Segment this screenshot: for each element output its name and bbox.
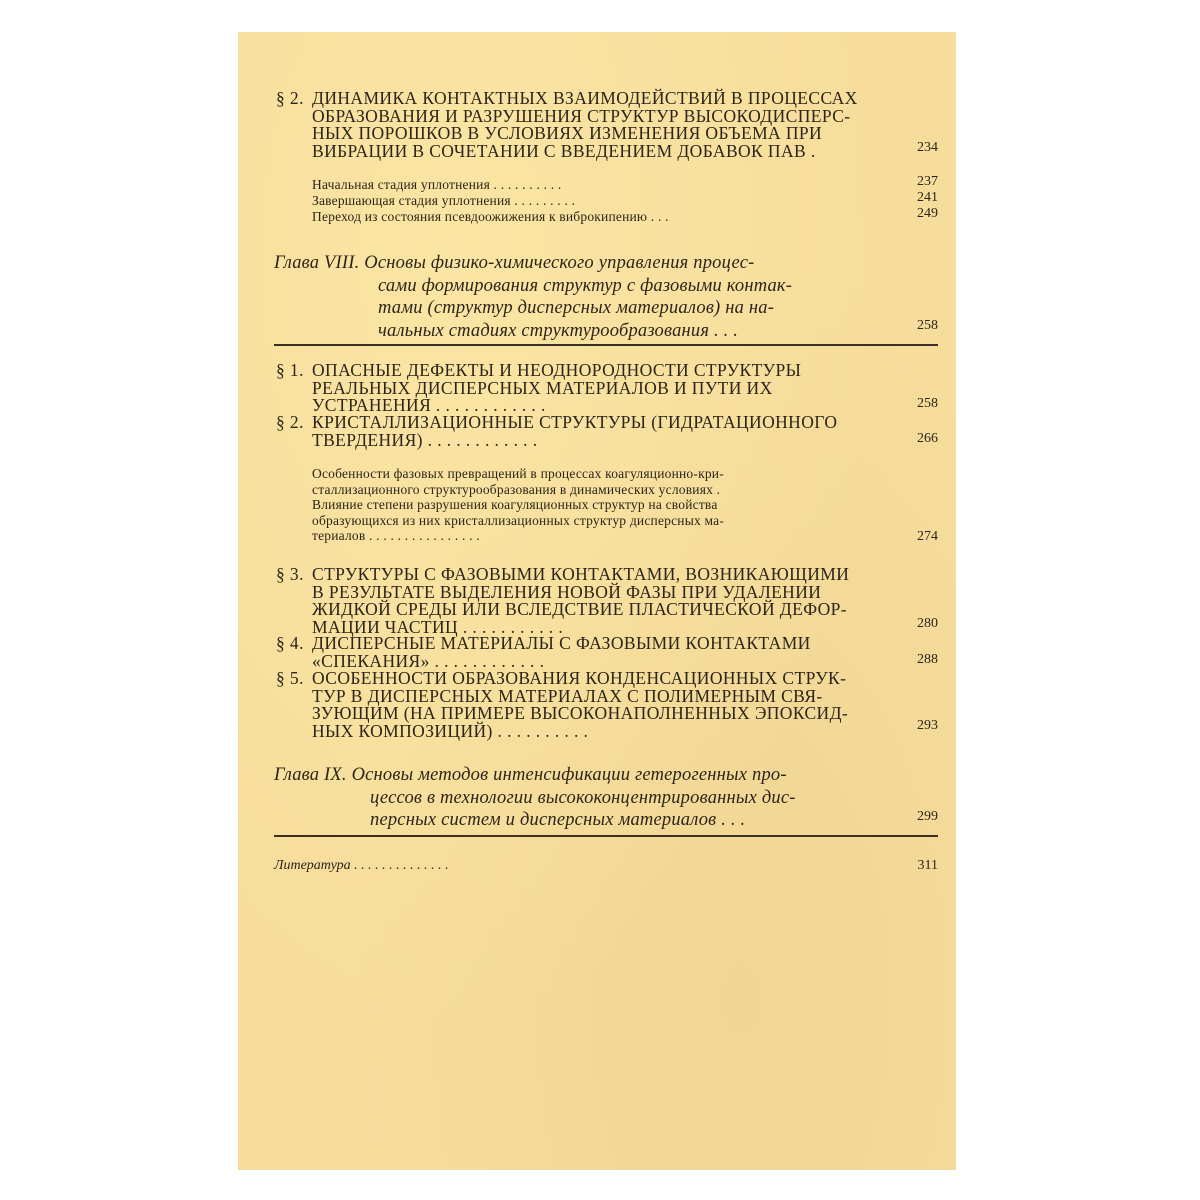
subentry-line: териалов . . . . . . . . . . . . . . . .	[312, 528, 480, 543]
chapter-title-line: чальных стадиях структурообразования . . .	[378, 320, 739, 341]
section-title-line: КРИСТАЛЛИЗАЦИОННЫЕ СТРУКТУРЫ (ГИДРАТАЦИОННОГО	[312, 412, 838, 432]
chapter-title-line: сами формирования структур с фазовыми контак-	[378, 275, 793, 296]
toc-subentry-block	[312, 466, 892, 544]
section-title-line: ТУР В ДИСПЕРСНЫХ МАТЕРИАЛАХ С ПОЛИМЕРНЫМ СВЯ-	[312, 685, 823, 706]
section-title-line: ТВЕРДЕНИЯ) . . . . . . . . . . . .	[312, 429, 538, 450]
toc-literature: Литература . . . . . . . . . . . . . .	[274, 858, 449, 873]
section-title-line: ДИНАМИКА КОНТАКТНЫХ ВЗАИМОДЕЙСТВИЙ В ПРОЦЕССАХ	[312, 88, 858, 108]
section-title-line: НЫХ ПОРОШКОВ В УСЛОВИЯХ ИЗМЕНЕНИЯ ОБЪЕМА ПРИ	[312, 123, 823, 143]
section-title-line: НЫХ КОМПОЗИЦИЙ) . . . . . . . . . .	[312, 720, 589, 741]
section-title-line: ЗУЮЩИМ (НА ПРИМЕРЕ ВЫСОКОНАПОЛНЕННЫХ ЭПОКСИД-	[312, 703, 849, 723]
section-title-line: УСТРАНЕНИЯ . . . . . . . . . . . .	[312, 395, 546, 415]
section-title-line: ДИСПЕРСНЫЕ МАТЕРИАЛЫ С ФАЗОВЫМИ КОНТАКТАМИ	[312, 633, 811, 653]
page-number: 258	[917, 396, 938, 411]
chapter-title-line: цессов в технологии высококонцентрированных дис-	[370, 787, 796, 808]
toc-subentry: Завершающая стадия уплотнения . . . . . . . . .	[312, 193, 576, 208]
toc-subentry: Переход из состояния псевдоожижения к виброкипению . . .	[312, 209, 669, 224]
section-title-line: РЕАЛЬНЫХ ДИСПЕРСНЫХ МАТЕРИАЛОВ И ПУТИ ИХ	[312, 377, 773, 398]
page-number: 274	[917, 529, 938, 544]
section-number: § 5.	[276, 668, 304, 688]
chapter-title-line: тами (структур дисперсных материалов) на на-	[378, 298, 775, 318]
chapter-title-line: персных систем и дисперсных материалов . . .	[370, 810, 746, 830]
section-number: § 4.	[276, 633, 304, 653]
page-number: 237	[917, 174, 938, 189]
book-page	[238, 32, 956, 1170]
section-title-line: ОСОБЕННОСТИ ОБРАЗОВАНИЯ КОНДЕНСАЦИОННЫХ СТРУК-	[312, 668, 847, 688]
page-number: 293	[917, 718, 938, 733]
section-title-line: МАЦИИ ЧАСТИЦ . . . . . . . . . . .	[312, 616, 564, 637]
section-number: § 2.	[276, 412, 304, 432]
chapter-title-line: Глава IX. Основы методов интенсификации гетерогенных про-	[274, 765, 787, 785]
section-title-line: В РЕЗУЛЬТАТЕ ВЫДЕЛЕНИЯ НОВОЙ ФАЗЫ ПРИ УДАЛЕНИИ	[312, 581, 822, 602]
subentry-line: образующихся из них кристаллизационных структур дисперсных ма-	[312, 512, 725, 528]
subentry-line: Особенности фазовых превращений в процессах коагуляционно-кри-	[312, 466, 724, 481]
divider-rule	[274, 835, 938, 837]
page-number: 280	[917, 616, 938, 631]
section-title-line: ОБРАЗОВАНИЯ И РАЗРУШЕНИЯ СТРУКТУР ВЫСОКОДИСПЕРС-	[312, 105, 851, 126]
page-number: 241	[917, 190, 938, 205]
section-title-line: ВИБРАЦИИ В СОЧЕТАНИИ С ВВЕДЕНИЕМ ДОБАВОК ПАВ .	[312, 140, 816, 161]
divider-rule	[274, 344, 938, 346]
section-title-line: ЖИДКОЙ СРЕДЫ ИЛИ ВСЛЕДСТВИЕ ПЛАСТИЧЕСКОЙ ДЕФОР-	[312, 599, 848, 619]
page-number: 249	[917, 206, 938, 221]
section-title-line: ОПАСНЫЕ ДЕФЕКТЫ И НЕОДНОРОДНОСТИ СТРУКТУРЫ	[312, 360, 802, 380]
section-number: § 2.	[276, 88, 304, 108]
page-number: 266	[917, 431, 938, 446]
page-number: 258	[917, 318, 938, 333]
page-number: 288	[917, 652, 938, 667]
section-title-line: СТРУКТУРЫ С ФАЗОВЫМИ КОНТАКТАМИ, ВОЗНИКАЮЩИМИ	[312, 564, 850, 584]
toc-chapter-8	[274, 252, 792, 342]
section-title-line: «СПЕКАНИЯ» . . . . . . . . . . . .	[312, 650, 545, 671]
page-number: 311	[917, 858, 938, 873]
toc-subentry: Начальная стадия уплотнения . . . . . . . . . .	[312, 177, 562, 192]
subentry-line: сталлизационного структурообразования в динамических условиях .	[312, 481, 721, 497]
subentry-line: Влияние степени разрушения коагуляционных структур на свойства	[312, 497, 718, 512]
section-number: § 1.	[276, 360, 304, 380]
page-number: 234	[917, 140, 938, 155]
chapter-title-line: Глава VIII. Основы физико-химического управления процес-	[274, 253, 755, 273]
section-number: § 3.	[276, 564, 304, 584]
page-number: 299	[917, 809, 938, 824]
toc-chapter-9	[274, 764, 796, 832]
